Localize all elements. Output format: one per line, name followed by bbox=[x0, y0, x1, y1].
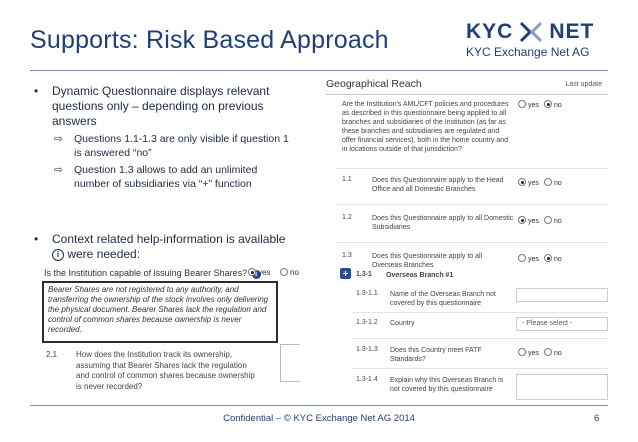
bearer-shares-question bbox=[44, 268, 261, 279]
row-divider bbox=[336, 204, 608, 205]
q1-2-radio-no-unselected[interactable] bbox=[544, 216, 552, 224]
help-tooltip: Bearer Shares are not registered to any authority, and transferring the ownership of the stock involves only delivering the physical document. Bearer Shares lack the regulation and control of common shares because ownership is never recorded. bbox=[42, 281, 278, 343]
question-number: 1.3-1.1 bbox=[356, 290, 378, 297]
header-divider bbox=[326, 94, 608, 95]
row-divider bbox=[352, 312, 608, 313]
fatf-radio-yes-label: yes bbox=[528, 350, 539, 357]
question-number: 1.2 bbox=[342, 214, 352, 221]
fatf-radio-no-unselected[interactable] bbox=[544, 348, 552, 356]
bullet-row bbox=[30, 232, 290, 262]
row-divider bbox=[352, 338, 608, 339]
title-divider bbox=[30, 70, 608, 71]
logo-net-text: NET bbox=[549, 20, 595, 43]
fatf-standards-label: Does this Country meet FATF Standards? bbox=[390, 347, 482, 363]
q1-radio-no-selected[interactable] bbox=[544, 100, 552, 108]
q1-2-radio-yes-selected[interactable] bbox=[518, 216, 526, 224]
q1-3-radio-yes-label: yes bbox=[528, 256, 539, 263]
bullet-text-post: were needed: bbox=[67, 247, 141, 261]
q1-1-radio-no-label: no bbox=[554, 180, 562, 187]
question-text: Is the Institution capable of issuing Bearer Shares? bbox=[44, 268, 248, 278]
q1-3-radio-yes-unselected[interactable] bbox=[518, 254, 526, 262]
q1-1-radio-no[interactable] bbox=[544, 178, 562, 187]
q1-2-radio-yes-label: yes bbox=[528, 218, 539, 225]
radio-yes-label: yes bbox=[258, 268, 271, 277]
sub-bullet-text: Question 1.3 allows to add an unlimited number of subsidiaries via “+” function bbox=[74, 164, 258, 190]
explain-not-covered-textarea[interactable] bbox=[516, 374, 608, 400]
question-1-text: Are the Institution's AML/CFT policies and procedures as described in this questionnaire being applied to all branches and subsidiaries of the Institution (as far as these branches and subsidiaries are regulated and offer financial services), both in the home country and in locations outside of that jurisdiction? bbox=[342, 101, 509, 153]
footer-text: Confidential – © KYC Exchange Net AG 2014 bbox=[223, 413, 415, 424]
question-number: 1.1 bbox=[342, 176, 352, 183]
row-divider bbox=[336, 242, 608, 243]
question-1-3-text: Does this Questionnaire apply to all Overseas Branches bbox=[372, 253, 483, 269]
question-ownership-tracking: How does the Institution track its ownership, assuming that Bearer Shares lack the regulation and control of common shares because ownership is never recorded? bbox=[76, 350, 255, 391]
radio-no-label: no bbox=[290, 268, 299, 277]
logo-subtitle: KYC Exchange Net AG bbox=[466, 45, 590, 59]
arrow-icon: ⇨ bbox=[54, 164, 63, 176]
sub-bullet-text: Questions 1.1-1.3 are only visible if question 1 is answered “no” bbox=[74, 133, 289, 159]
q1-radio-yes-label: yes bbox=[528, 102, 539, 109]
q1-3-radio-no[interactable] bbox=[544, 254, 562, 263]
explain-not-covered-label: Explain why this Overseas Branch is not covered by this questionnaire bbox=[390, 377, 504, 393]
q1-3-radio-no-selected[interactable] bbox=[544, 254, 552, 262]
question-number: 1.3-1.3 bbox=[356, 346, 378, 353]
bullet-text: Dynamic Questionnaire displays relevant questions only – depending on previous answers bbox=[52, 84, 270, 128]
branch-title: Overseas Branch #1 bbox=[386, 272, 454, 279]
question-number: 1.3-1.2 bbox=[356, 319, 378, 326]
fatf-radio-yes[interactable] bbox=[518, 348, 539, 357]
section-title: Geographical Reach bbox=[326, 78, 422, 90]
fatf-radio-no[interactable] bbox=[544, 348, 562, 357]
radio-yes-selected[interactable] bbox=[248, 268, 256, 276]
q1-radio-yes[interactable] bbox=[518, 100, 539, 109]
q1-1-radio-yes-selected[interactable] bbox=[518, 178, 526, 186]
arrow-icon: ⇨ bbox=[54, 133, 63, 145]
question-1-1-text: Does this Questionnaire apply to the Head Office and all Domestic Branches bbox=[372, 177, 504, 193]
branch-number: 1.3-1 bbox=[356, 271, 372, 278]
q1-radio-yes-unselected[interactable] bbox=[518, 100, 526, 108]
q1-radio-no-label: no bbox=[554, 102, 562, 109]
q1-radio-no[interactable] bbox=[544, 100, 562, 109]
bullet-dot: • bbox=[34, 232, 39, 246]
logo-wordmark bbox=[466, 20, 616, 44]
slide-title: Supports: Risk Based Approach bbox=[30, 26, 389, 54]
bearer-shares-form-screenshot bbox=[30, 266, 300, 400]
question-number: 1.3 bbox=[342, 252, 352, 259]
add-subsidiary-button[interactable] bbox=[340, 268, 351, 279]
footer-divider bbox=[30, 405, 608, 406]
fatf-radio-yes-unselected[interactable] bbox=[518, 348, 526, 356]
info-icon: i bbox=[52, 249, 64, 261]
question-1-2-text: Does this Questionnaire apply to all Domestic Subsidiaries bbox=[372, 215, 514, 231]
bullet-dot: • bbox=[34, 84, 39, 98]
row-divider bbox=[352, 368, 608, 369]
kyc-logo bbox=[466, 20, 616, 62]
ownership-tracking-textarea[interactable] bbox=[280, 344, 300, 382]
overseas-branch-name-label: Name of the Overseas Branch not covered by this questionnaire bbox=[390, 291, 496, 307]
bearer-shares-question-row bbox=[30, 266, 300, 280]
sub-bullet-subsidiaries bbox=[54, 163, 290, 191]
q1-3-radio-yes[interactable] bbox=[518, 254, 539, 263]
q1-2-radio-no[interactable] bbox=[544, 216, 562, 225]
bullet-help-information bbox=[30, 232, 290, 262]
logo-kyc-text: KYC bbox=[466, 20, 514, 43]
page-number: 6 bbox=[594, 413, 600, 424]
bullet-text bbox=[52, 232, 290, 262]
row-divider bbox=[336, 168, 608, 169]
radio-no-unselected[interactable] bbox=[280, 268, 288, 276]
bullet-dynamic-questionnaire bbox=[30, 84, 290, 129]
country-label: Country bbox=[390, 320, 415, 327]
question-number: 1.3-1.4 bbox=[356, 376, 378, 383]
country-select[interactable]: - Please select - bbox=[516, 317, 608, 331]
q1-2-radio-yes[interactable] bbox=[518, 216, 539, 225]
last-update-label: Last update bbox=[565, 81, 602, 88]
bullet-text-pre: Context related help-information is available bbox=[52, 232, 286, 246]
question-number: 2.1 bbox=[46, 350, 58, 359]
overseas-branch-name-input[interactable] bbox=[516, 288, 608, 302]
sub-bullet-visibility bbox=[54, 132, 290, 160]
geographical-reach-header bbox=[326, 78, 608, 92]
q1-1-radio-yes-label: yes bbox=[528, 180, 539, 187]
fatf-radio-no-label: no bbox=[554, 350, 562, 357]
q1-1-radio-yes[interactable] bbox=[518, 178, 539, 187]
help-info-icon[interactable]: i bbox=[252, 270, 261, 279]
q1-3-radio-no-label: no bbox=[554, 256, 562, 263]
bullet-list bbox=[30, 84, 290, 191]
logo-x-icon bbox=[518, 21, 544, 43]
q1-2-radio-no-label: no bbox=[554, 218, 562, 225]
geographical-reach-form-screenshot bbox=[326, 78, 608, 400]
radio-no[interactable] bbox=[280, 268, 299, 277]
radio-yes[interactable] bbox=[248, 268, 270, 277]
q1-1-radio-no-unselected[interactable] bbox=[544, 178, 552, 186]
